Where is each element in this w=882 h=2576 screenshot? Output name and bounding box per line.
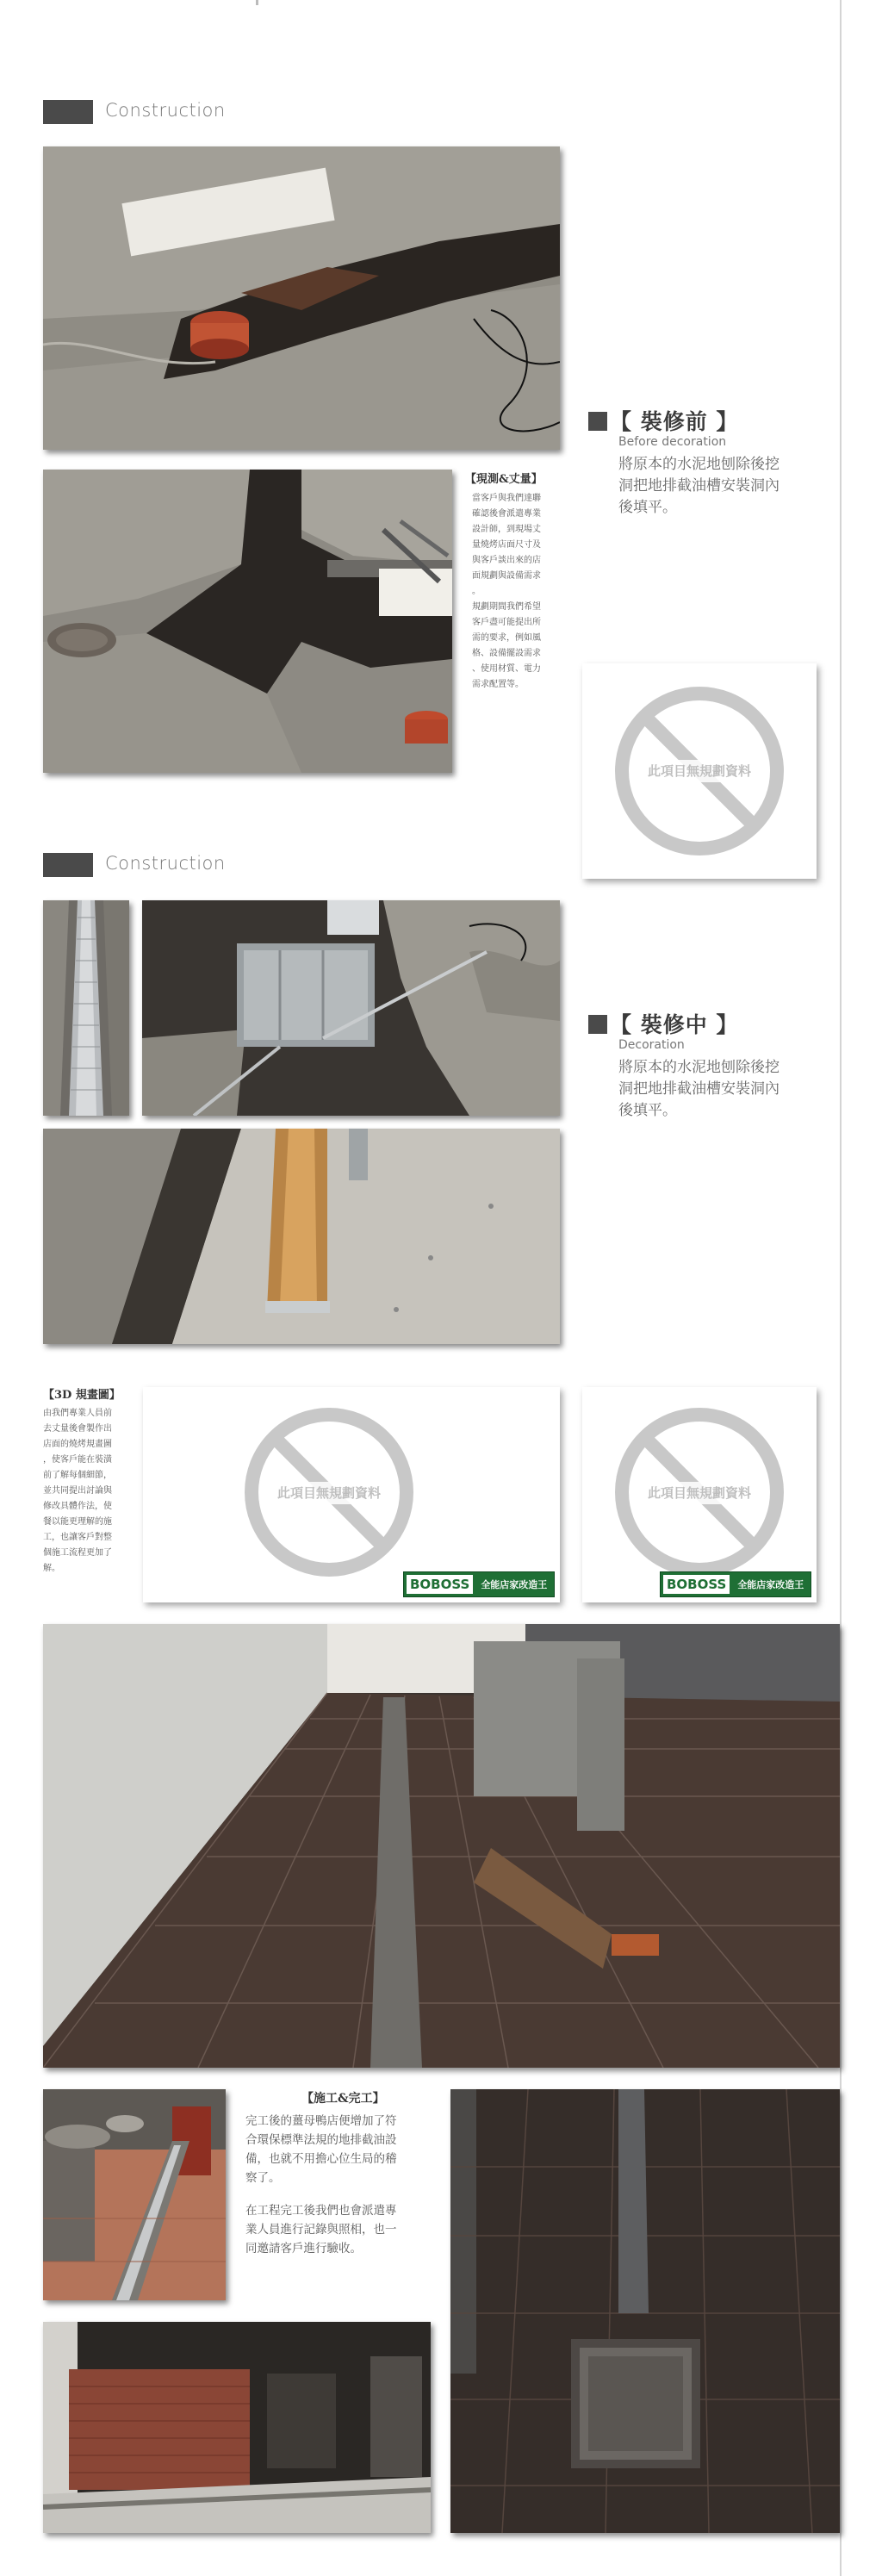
survey-line: 面規劃與設備需求 <box>472 571 541 581</box>
photo-tiled-floor <box>43 1624 840 2068</box>
photo-drain-channel <box>43 900 129 1116</box>
during-desc-line: 洞把地排截油槽安裝洞內 <box>618 1080 780 1098</box>
brand-badge <box>403 1571 555 1597</box>
photo-kitchen-finished <box>43 2089 226 2300</box>
plan3d-line: 解。 <box>43 1564 60 1573</box>
finish-title: 【施工&完工】 <box>301 2092 385 2106</box>
during-desc-line: 後填平。 <box>618 1102 677 1119</box>
trench-photo-graphic <box>43 146 560 450</box>
brand-logo: BOBOSS <box>663 1575 730 1594</box>
survey-line: 。 <box>472 587 481 596</box>
plan3d-placeholder <box>143 1387 560 1602</box>
survey-line: 、使用材質、電力 <box>472 664 541 674</box>
before-subtitle: Before decoration <box>618 435 727 449</box>
before-desc-line: 將原本的水泥地刨除後挖 <box>618 456 780 473</box>
section-title: Construction <box>105 853 226 874</box>
during-title: 【 裝修中 】 <box>610 1012 739 1037</box>
survey-title: 【現測&丈量】 <box>465 473 543 486</box>
brass-channel-graphic <box>43 1129 560 1344</box>
no-image-label: 此項目無規劃資料 <box>276 1485 381 1501</box>
floor-drain-cover-graphic <box>450 2089 840 2533</box>
brand-name: 全能店家改造王 <box>481 1579 548 1590</box>
survey-line: 量燒烤店面尺寸及 <box>472 540 541 550</box>
before-desc-line: 後填平。 <box>618 499 677 516</box>
survey-line: 設計師，到現場丈 <box>472 525 541 534</box>
photo-grease-trap <box>142 900 560 1116</box>
photo-brick-counter <box>43 2322 431 2533</box>
finish-line: 完工後的薑母鴨店便增加了符 <box>245 2114 397 2128</box>
brand-logo: BOBOSS <box>407 1575 473 1594</box>
section-title: Construction <box>105 100 226 121</box>
finish-line: 在工程完工後我們也會派遣專 <box>245 2204 397 2218</box>
plan3d-line: 由我們專業人員前 <box>43 1409 112 1418</box>
plan3d-line: 店面的燒烤規畫圖 <box>43 1440 112 1449</box>
plan3d-placeholder <box>582 1387 817 1602</box>
square-marker-icon <box>588 1015 607 1034</box>
finish-line: 業人員進行記錄與照相，也一 <box>245 2223 397 2237</box>
before-title: 【 裝修前 】 <box>610 409 739 434</box>
grease-trap-graphic <box>142 900 560 1116</box>
plan3d-line: 工，也讓客戶對整 <box>43 1533 112 1542</box>
survey-line: 需求配置等。 <box>472 680 524 689</box>
photo-floor-drain-cover <box>450 2089 840 2533</box>
finish-line: 同邀請客戶進行驗收。 <box>245 2242 362 2256</box>
section-marker-icon <box>43 100 93 124</box>
before-desc-line: 洞把地排截油槽安裝洞內 <box>618 477 780 495</box>
plan3d-line: 個施工流程更加了 <box>43 1548 112 1558</box>
page-edge-marker <box>256 0 258 5</box>
survey-line: 規劃期間我們希望 <box>472 602 541 612</box>
kitchen-finished-graphic <box>43 2089 226 2300</box>
no-image-label: 此項目無規劃資料 <box>647 1485 751 1501</box>
finish-line: 合環保標準法規的地排截油設 <box>245 2133 397 2147</box>
survey-line: 需的要求，例如風 <box>472 633 541 643</box>
survey-line: 當客戶與我們達聯 <box>472 494 541 503</box>
section-marker-icon <box>43 853 93 877</box>
trench-pipes-graphic <box>43 470 452 773</box>
plan3d-line: 去丈量後會製作出 <box>43 1424 112 1434</box>
survey-line: 確認後會派遣專業 <box>472 509 541 519</box>
survey-line: 與客戶談出來的店 <box>472 556 541 565</box>
finish-line: 備，也就不用擔心位生局的稽 <box>245 2152 397 2166</box>
survey-text <box>472 491 541 693</box>
plan3d-line: ，使客戶能在裝潢 <box>43 1455 112 1465</box>
survey-line: 客戶盡可能提出所 <box>472 618 541 627</box>
finish-line: 察了。 <box>245 2171 281 2185</box>
during-subtitle: Decoration <box>618 1038 685 1052</box>
photo-trench-pipes <box>43 470 452 773</box>
photo-trench-overview <box>43 146 560 450</box>
finish-para-1 <box>245 2112 397 2187</box>
before-desc <box>618 454 780 519</box>
plan3d-line: 前了解每個細節， <box>43 1471 112 1480</box>
plan3d-line: 並共同提出討論與 <box>43 1486 112 1496</box>
tiled-floor-graphic <box>43 1624 840 2068</box>
drain-channel-graphic <box>43 900 129 1116</box>
plan3d-title: 【3D 規畫圖】 <box>43 1389 121 1402</box>
brand-badge <box>660 1571 811 1597</box>
plan3d-line: 修改具體作法，使 <box>43 1502 112 1511</box>
brick-counter-graphic <box>43 2322 431 2533</box>
finish-para-2 <box>245 2201 397 2258</box>
plan3d-line: 餐以能更理解的施 <box>43 1517 112 1527</box>
page-right-border <box>840 0 842 2576</box>
square-marker-icon <box>588 412 607 431</box>
no-image-placeholder <box>582 663 817 879</box>
photo-brass-channel <box>43 1129 560 1344</box>
during-desc <box>618 1057 780 1122</box>
no-image-label: 此項目無規劃資料 <box>647 763 751 779</box>
survey-line: 格、設備擺設需求 <box>472 649 541 658</box>
plan3d-text <box>43 1406 112 1577</box>
during-desc-line: 將原本的水泥地刨除後挖 <box>618 1059 780 1076</box>
brand-name: 全能店家改造王 <box>737 1579 804 1590</box>
